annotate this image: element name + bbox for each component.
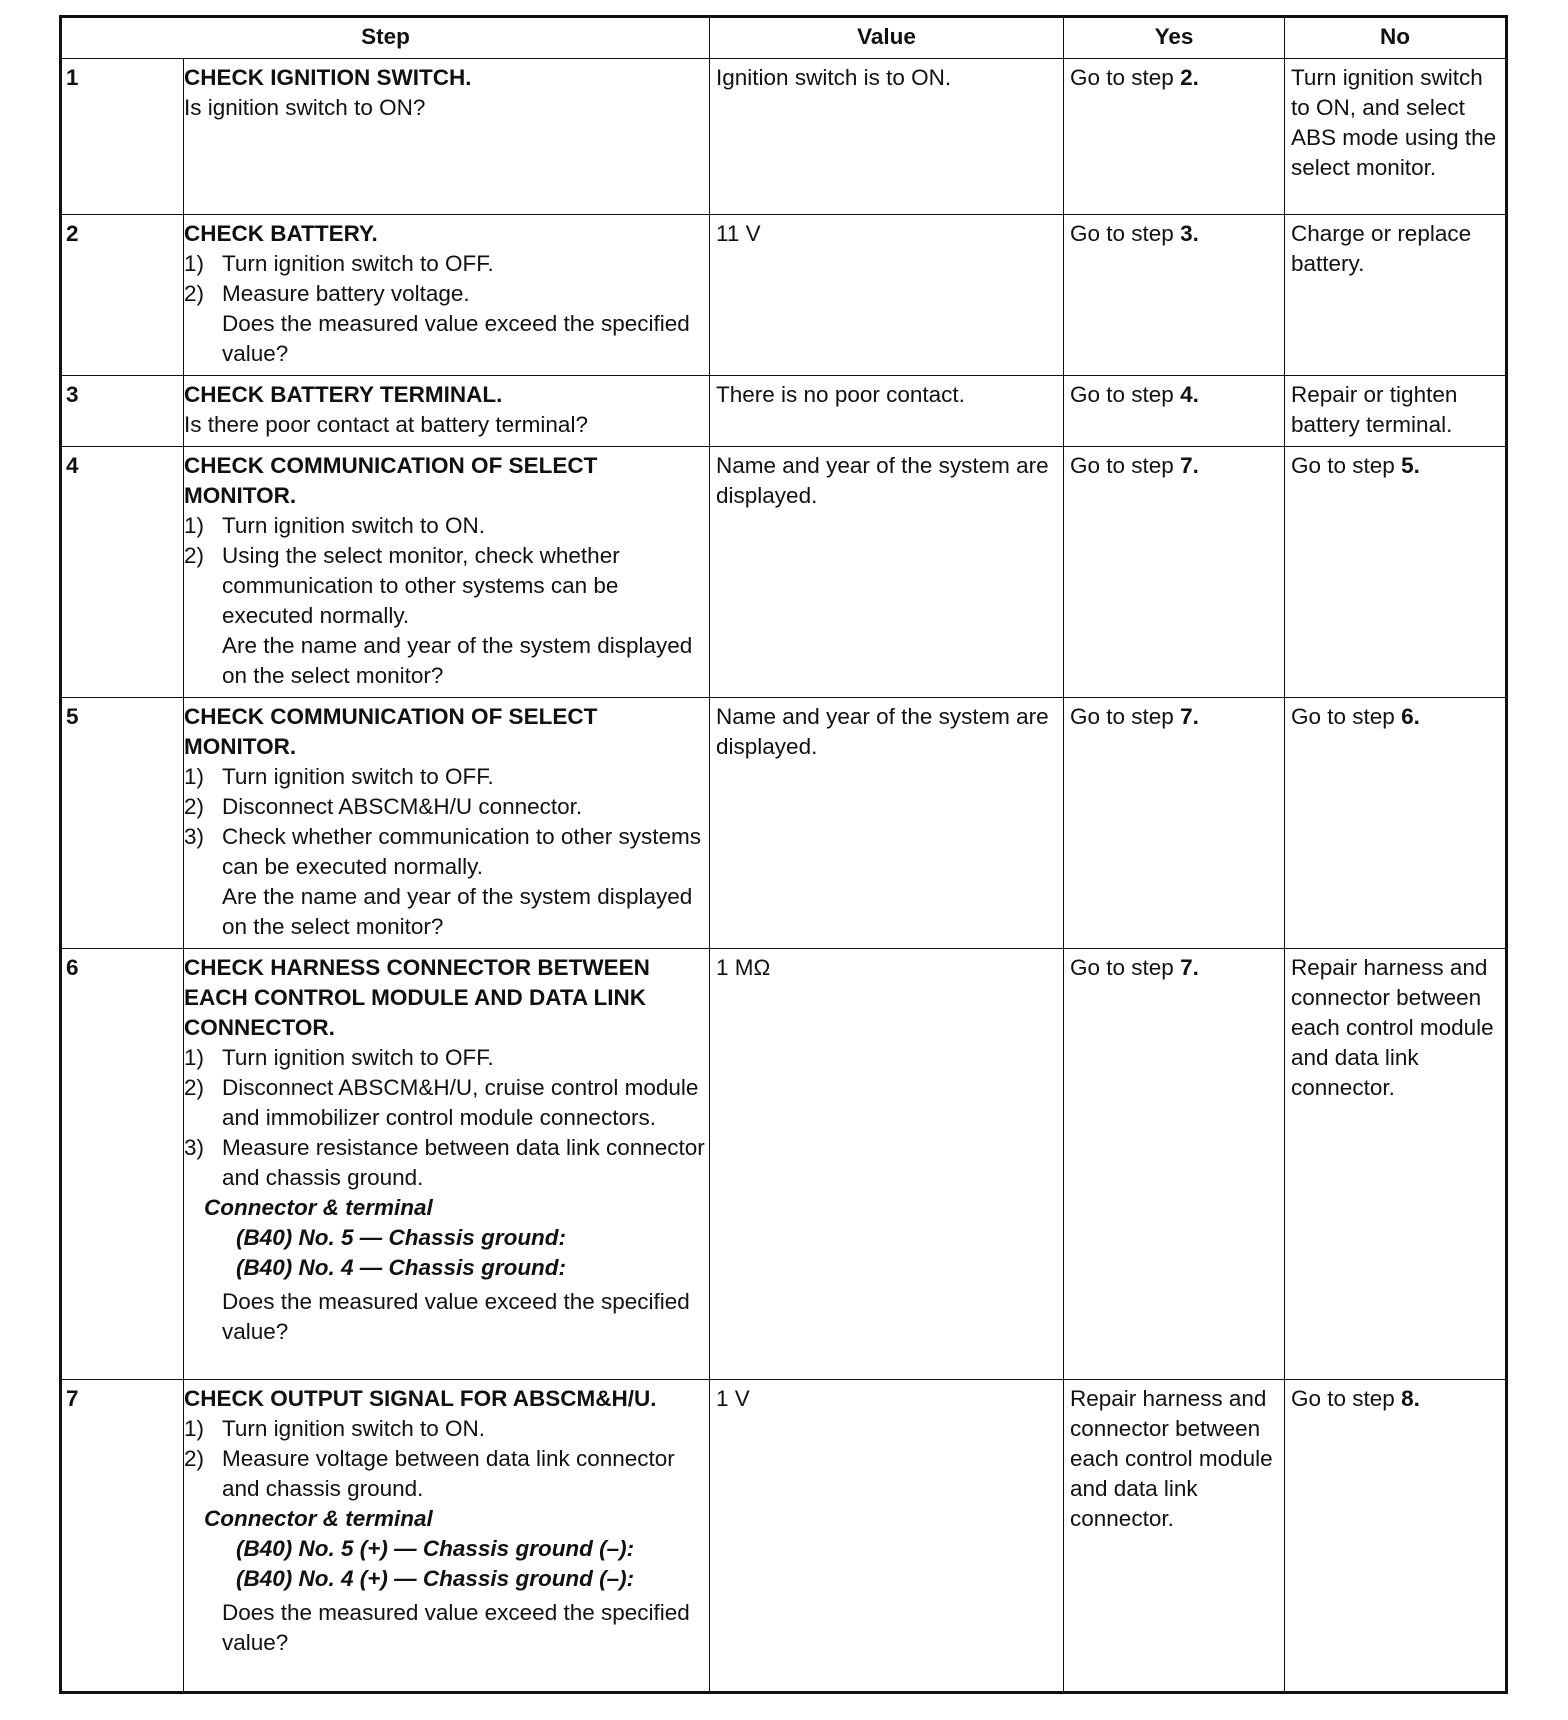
no-prefix: Go to step: [1291, 453, 1402, 478]
list-item: 1) Turn ignition switch to OFF.: [184, 764, 494, 789]
step-yes: [1064, 949, 1285, 1380]
terminal-list: [184, 1534, 705, 1594]
no-prefix: Go to step: [1291, 704, 1402, 729]
step-yes: [1064, 59, 1285, 215]
table-row: [61, 698, 1507, 949]
step-title: CHECK BATTERY.: [184, 221, 378, 246]
step-title: CHECK BATTERY TERMINAL.: [184, 382, 503, 407]
step-no: [1285, 1380, 1507, 1693]
step-number: 6: [61, 949, 184, 1380]
step-question: Are the name and year of the system displayed on the select monitor?: [222, 633, 693, 688]
step-question: Does the measured value exceed the specified value?: [222, 1289, 690, 1344]
step-yes: [1064, 447, 1285, 698]
step-value: There is no poor contact.: [710, 376, 1064, 447]
step-no: Repair or tighten battery terminal.: [1285, 376, 1507, 447]
list-item: 2) Disconnect ABSCM&H/U, cruise control module and immobilizer control module connectors.: [184, 1075, 699, 1130]
step-value: 11 V: [710, 215, 1064, 376]
step-question: Does the measured value exceed the specified value?: [222, 1600, 690, 1655]
connector-terminal-label: Connector & terminal: [204, 1195, 433, 1220]
step-description: [184, 698, 710, 949]
step-yes: Repair harness and connector between each control module and data link connector.: [1064, 1380, 1285, 1693]
list-item: 3) Measure resistance between data link connector and chassis ground.: [184, 1135, 705, 1190]
step-instructions: [184, 1414, 705, 1504]
yes-prefix: Go to step: [1070, 382, 1181, 407]
terminal-list: [184, 1223, 705, 1283]
step-description: [184, 376, 710, 447]
step-instructions: [184, 762, 705, 882]
step-title: CHECK COMMUNICATION OF SELECT MONITOR.: [184, 453, 598, 508]
table-row: [61, 949, 1507, 1380]
diagnostic-table: [59, 15, 1508, 1694]
no-prefix: Go to step: [1291, 1386, 1402, 1411]
step-question: Is ignition switch to ON?: [184, 95, 426, 120]
list-item: 1) Turn ignition switch to ON.: [184, 513, 486, 538]
yes-prefix: Go to step: [1070, 221, 1181, 246]
step-yes: [1064, 215, 1285, 376]
diagnostic-procedure-sheet: [59, 15, 1505, 1694]
yes-prefix: Go to step: [1070, 65, 1181, 90]
step-value: Name and year of the system are displayed.: [710, 447, 1064, 698]
table-row: [61, 215, 1507, 376]
step-description: [184, 447, 710, 698]
step-question: Are the name and year of the system displayed on the select monitor?: [222, 884, 693, 939]
table-row: [61, 1380, 1507, 1693]
step-question: Does the measured value exceed the specified value?: [222, 311, 690, 366]
step-instructions: [184, 511, 705, 631]
connector-terminal-label: Connector & terminal: [204, 1506, 433, 1531]
no-step-ref: 8.: [1401, 1386, 1420, 1411]
step-value: Ignition switch is to ON.: [710, 59, 1064, 215]
terminal-pin: (B40) No. 5 — Chassis ground:: [236, 1225, 567, 1250]
yes-step-ref: 7.: [1180, 955, 1199, 980]
yes-step-ref: 3.: [1180, 221, 1199, 246]
step-value: Name and year of the system are displayed.: [710, 698, 1064, 949]
yes-step-ref: 2.: [1180, 65, 1199, 90]
header-yes: Yes: [1064, 17, 1285, 59]
step-number: 2: [61, 215, 184, 376]
list-item: 1) Turn ignition switch to OFF.: [184, 251, 494, 276]
step-no: Turn ignition switch to ON, and select ABS mode using the select monitor.: [1285, 59, 1507, 215]
no-step-ref: 6.: [1401, 704, 1420, 729]
step-number: 7: [61, 1380, 184, 1693]
step-no: [1285, 698, 1507, 949]
step-title: CHECK OUTPUT SIGNAL FOR ABSCM&H/U.: [184, 1386, 657, 1411]
terminal-pin: (B40) No. 4 (+) — Chassis ground (–):: [236, 1566, 635, 1591]
list-item: 1) Turn ignition switch to OFF.: [184, 1045, 494, 1070]
step-yes: [1064, 376, 1285, 447]
terminal-pin: (B40) No. 5 (+) — Chassis ground (–):: [236, 1536, 635, 1561]
no-step-ref: 5.: [1401, 453, 1420, 478]
step-number: 1: [61, 59, 184, 215]
step-number: 5: [61, 698, 184, 949]
step-no: Repair harness and connector between each control module and data link connector.: [1285, 949, 1507, 1380]
table-row: [61, 59, 1507, 215]
header-no: No: [1285, 17, 1507, 59]
step-value: 1 V: [710, 1380, 1064, 1693]
list-item: 2) Measure voltage between data link connector and chassis ground.: [184, 1446, 675, 1501]
step-description: [184, 949, 710, 1380]
list-item: 2) Using the select monitor, check whether communication to other systems can be executed normally.: [184, 543, 620, 628]
step-question: Is there poor contact at battery terminal?: [184, 412, 588, 437]
step-description: [184, 215, 710, 376]
yes-prefix: Go to step: [1070, 955, 1181, 980]
step-instructions: [184, 249, 705, 309]
table-row: [61, 447, 1507, 698]
list-item: 3) Check whether communication to other systems can be executed normally.: [184, 824, 701, 879]
step-title: CHECK COMMUNICATION OF SELECT MONITOR.: [184, 704, 598, 759]
step-description: [184, 59, 710, 215]
list-item: 2) Disconnect ABSCM&H/U connector.: [184, 794, 583, 819]
step-no: [1285, 447, 1507, 698]
yes-prefix: Go to step: [1070, 453, 1181, 478]
yes-step-ref: 4.: [1180, 382, 1199, 407]
list-item: 1) Turn ignition switch to ON.: [184, 1416, 486, 1441]
step-no: Charge or replace battery.: [1285, 215, 1507, 376]
step-number: 4: [61, 447, 184, 698]
step-yes: [1064, 698, 1285, 949]
table-row: [61, 376, 1507, 447]
header-step: Step: [61, 17, 710, 59]
list-item: 2) Measure battery voltage.: [184, 281, 470, 306]
step-instructions: [184, 1043, 705, 1193]
header-row: [61, 17, 1507, 59]
step-value: 1 MΩ: [710, 949, 1064, 1380]
header-value: Value: [710, 17, 1064, 59]
step-title: CHECK IGNITION SWITCH.: [184, 65, 472, 90]
step-description: [184, 1380, 710, 1693]
step-number: 3: [61, 376, 184, 447]
yes-prefix: Go to step: [1070, 704, 1181, 729]
step-title: CHECK HARNESS CONNECTOR BETWEEN EACH CONTROL MODULE AND DATA LINK CONNECTOR.: [184, 955, 650, 1040]
yes-step-ref: 7.: [1180, 704, 1199, 729]
yes-step-ref: 7.: [1180, 453, 1199, 478]
terminal-pin: (B40) No. 4 — Chassis ground:: [236, 1255, 567, 1280]
